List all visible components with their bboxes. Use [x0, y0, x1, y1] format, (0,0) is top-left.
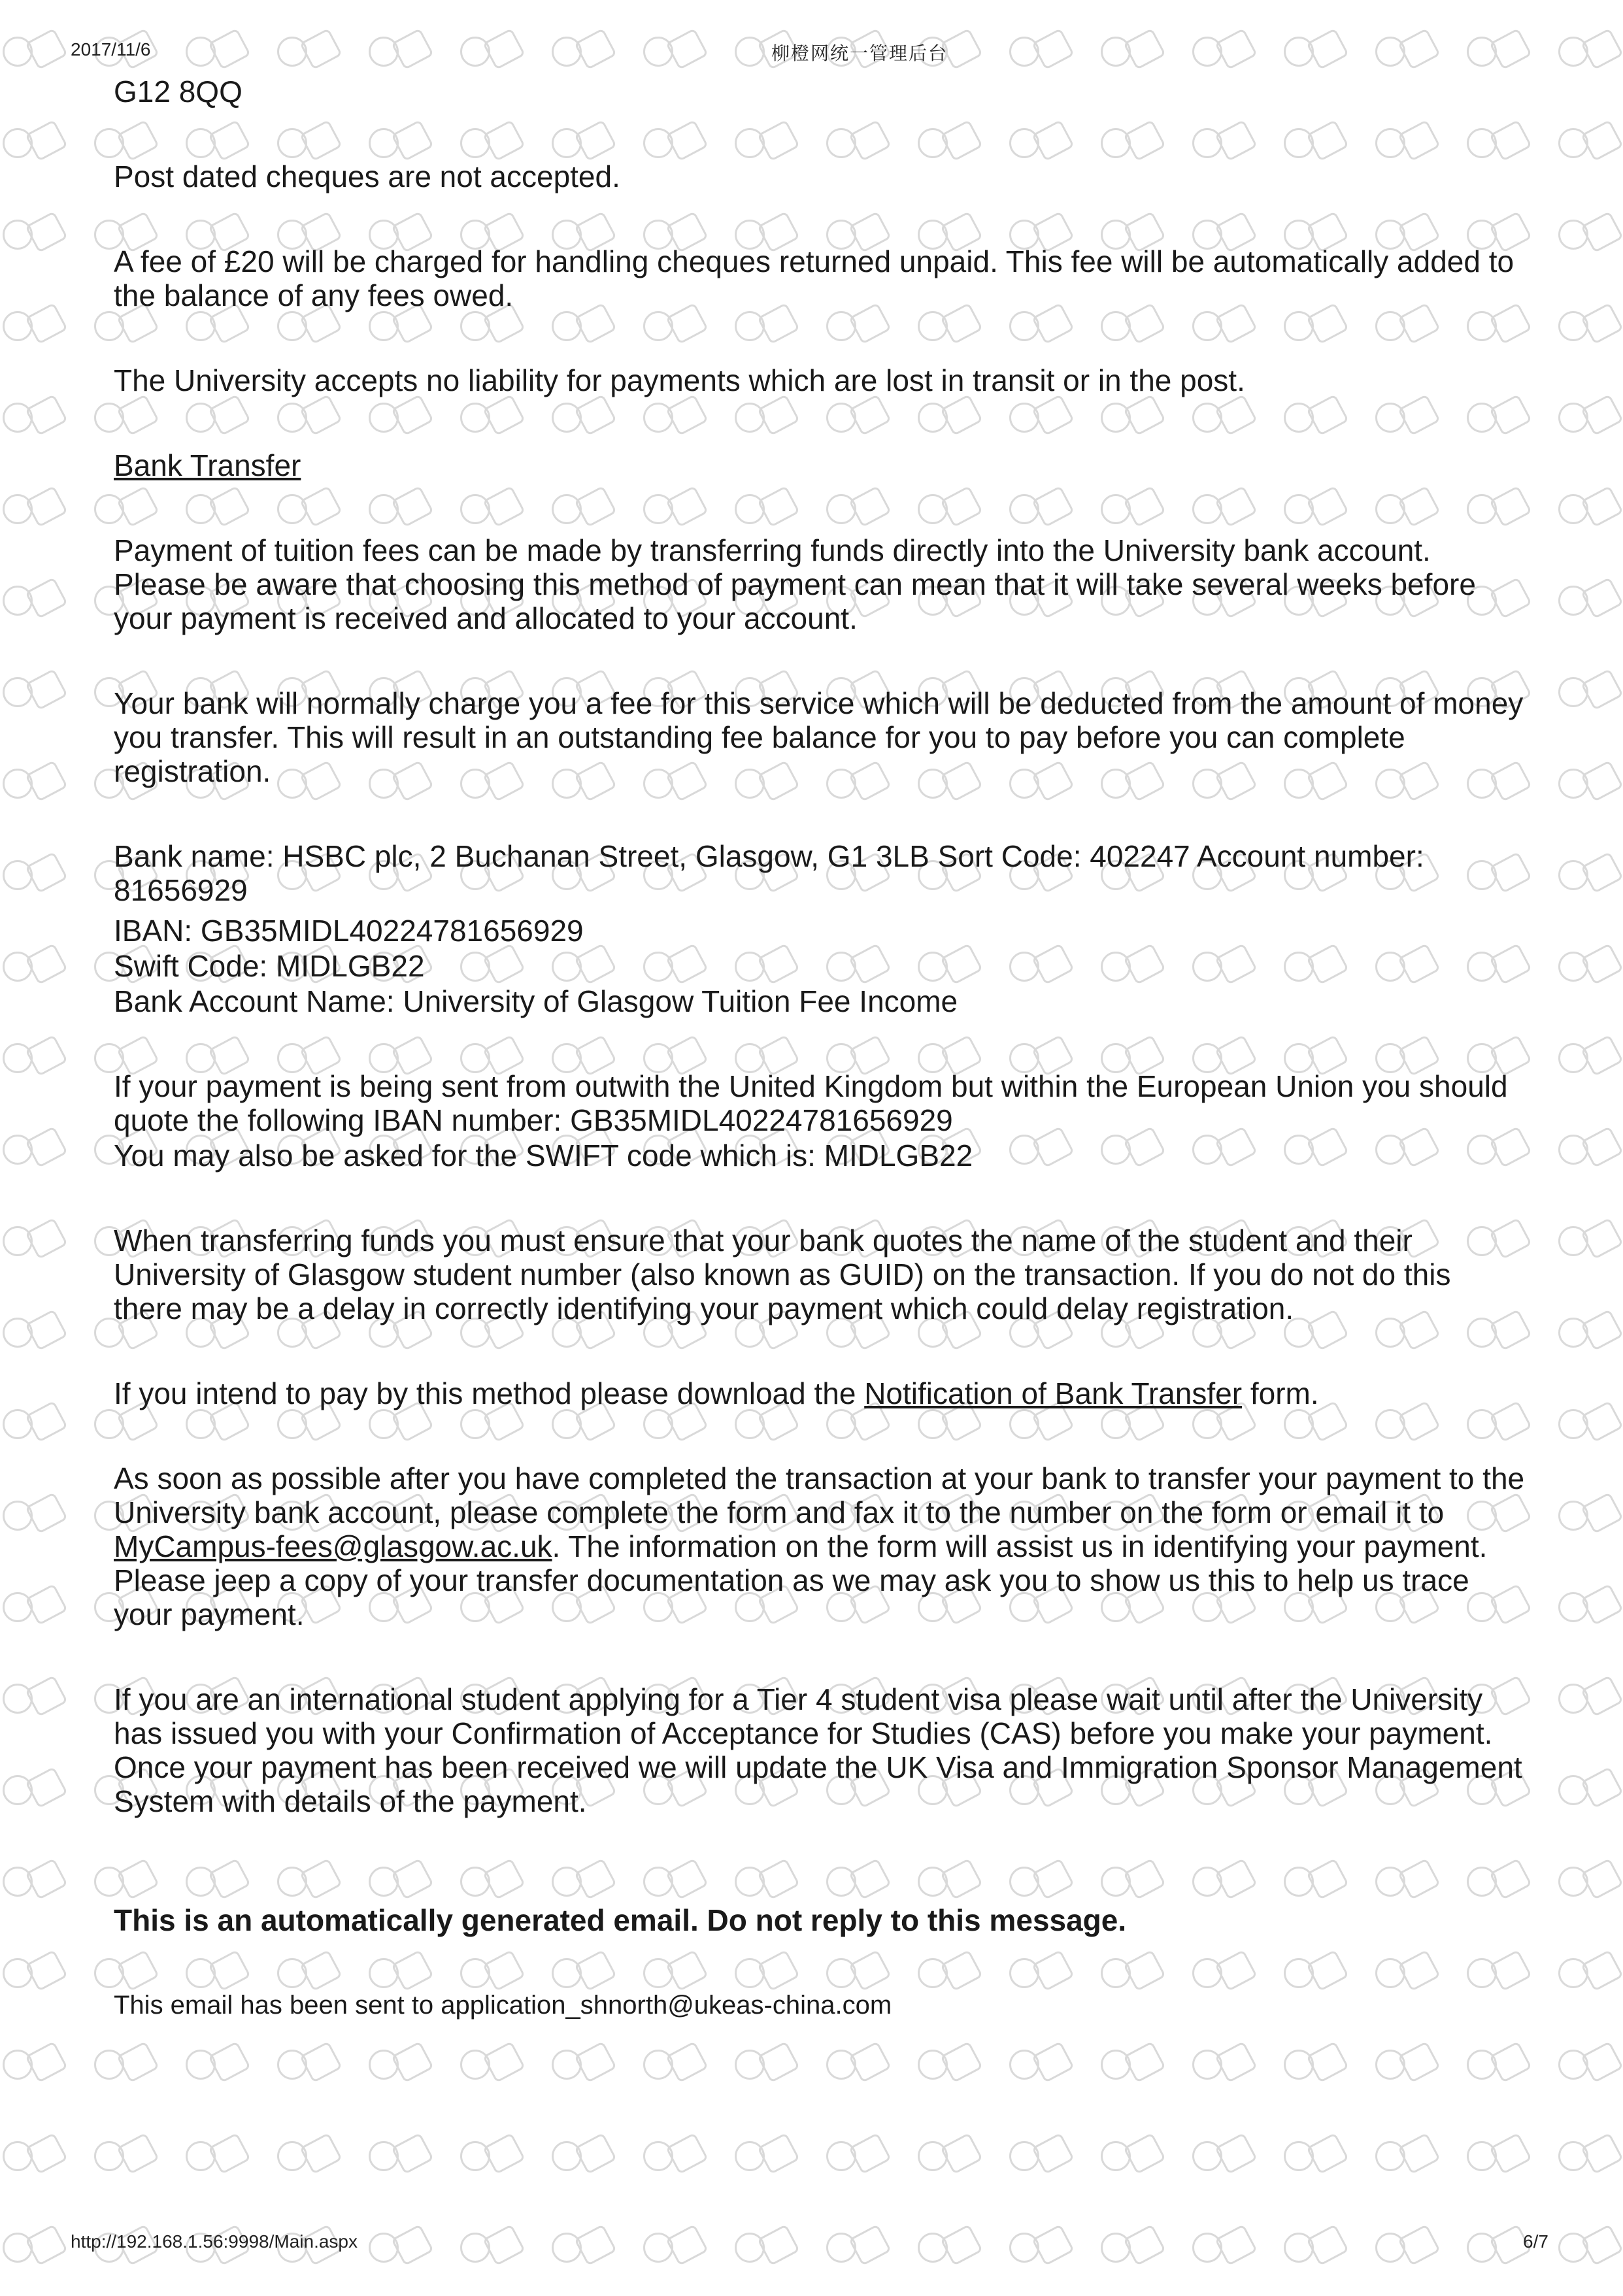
print-url: http://192.168.1.56:9998/Main.aspx — [71, 2231, 358, 2252]
watermark-logo-icon — [3, 2046, 60, 2082]
watermark-logo-icon — [1558, 1497, 1616, 1533]
watermark-logo-icon — [1101, 2229, 1158, 2265]
page-number: 6/7 — [1523, 2231, 1548, 2252]
watermark-logo-icon — [735, 2229, 792, 2265]
watermark-logo-icon — [643, 2137, 701, 2174]
watermark-logo-icon — [3, 1222, 60, 1259]
sent-to-line: This email has been sent to application_shnorth@ukeas-china.com — [114, 1991, 892, 2020]
watermark-logo-icon — [369, 33, 426, 69]
watermark-logo-icon — [1558, 765, 1616, 801]
account-name-line: Bank Account Name: University of Glasgow Tuition Fee Income — [114, 984, 958, 1018]
watermark-logo-icon — [1558, 124, 1616, 161]
asap-prefix: As soon as possible after you have completed the transaction at your bank to transfer your payment to the University bank account, please complete the form and fax it to the number on the form or email it to — [114, 1461, 1525, 1529]
watermark-logo-icon — [3, 1863, 60, 1899]
watermark-logo-icon — [3, 307, 60, 344]
liability-notice: The University accepts no liability for payments which are lost in transit or in the post. — [114, 363, 1245, 397]
watermark-logo-icon — [1192, 2137, 1250, 2174]
watermark-logo-icon — [1558, 216, 1616, 252]
watermark-logo-icon — [3, 2229, 60, 2265]
watermark-logo-icon — [1009, 33, 1067, 69]
download-prefix: If you intend to pay by this method please download the — [114, 1376, 865, 1410]
asap-suffix: . The information on the form will assist us in identifying your payment. Please jeep a copy of your transfer documentation as we may ask you to show us this to help us trace your payment. — [114, 1529, 1488, 1631]
watermark-logo-icon — [1558, 2229, 1616, 2265]
tier4-paragraph: If you are an international student applying for a Tier 4 student visa please wait until after the University has issued you with your Confirmation of Acceptance for Studies (CAS) before you make your payment. Once your payment has been received we will update the UK Visa and Immigration Sponsor Management System with details of the payment. — [114, 1682, 1522, 1818]
auto-email-notice: This is an automatically generated email. Do not reply to this message. — [114, 1903, 1127, 1937]
watermark-logo-icon — [1558, 2137, 1616, 2174]
watermark-logo-icon — [3, 124, 60, 161]
watermark-logo-icon — [3, 948, 60, 984]
watermark-logo-icon — [1009, 2229, 1067, 2265]
watermark-logo-icon — [826, 2229, 884, 2265]
watermark-logo-icon — [3, 33, 60, 69]
watermark-logo-icon — [460, 2229, 518, 2265]
watermark-logo-icon — [1558, 1771, 1616, 1808]
watermark-logo-icon — [94, 2137, 152, 2174]
watermark-logo-icon — [1558, 1680, 1616, 1716]
eu-swift-line: You may also be asked for the SWIFT code which is: MIDLGB22 — [114, 1139, 973, 1173]
watermark-logo-icon — [1558, 856, 1616, 893]
watermark-logo-icon — [918, 2137, 975, 2174]
watermark-logo-icon — [3, 399, 60, 435]
watermark-logo-icon — [1467, 2137, 1524, 2174]
watermark-logo-icon — [3, 1039, 60, 1076]
watermark-logo-icon — [826, 2137, 884, 2174]
watermark-logo-icon — [918, 2229, 975, 2265]
watermark-logo-icon — [3, 1405, 60, 1442]
watermark-logo-icon — [1558, 307, 1616, 344]
watermark-logo-icon — [1558, 1222, 1616, 1259]
watermark-logo-icon — [1192, 2229, 1250, 2265]
watermark-logo-icon — [1558, 582, 1616, 618]
watermark-logo-icon — [186, 2137, 243, 2174]
email-body — [114, 75, 1526, 2073]
returned-cheque-fee: A fee of £20 will be charged for handling cheques returned unpaid. This fee will be automatically added to the balance of any fees owed. — [114, 244, 1514, 312]
watermark-logo-icon — [1558, 399, 1616, 435]
watermark-logo-icon — [369, 2137, 426, 2174]
watermark-logo-icon — [1101, 2137, 1158, 2174]
watermark-logo-icon — [3, 1771, 60, 1808]
watermark-logo-icon — [1009, 2137, 1067, 2174]
watermark-logo-icon — [1192, 33, 1250, 69]
watermark-logo-icon — [1558, 2046, 1616, 2082]
postcode-line: G12 8QQ — [114, 75, 243, 108]
swift-line: Swift Code: MIDLGB22 — [114, 949, 425, 983]
eu-iban-paragraph: If your payment is being sent from outwith the United Kingdom but within the European Union you should quote the following IBAN number: GB35MIDL40224781656929 — [114, 1069, 1508, 1137]
watermark-logo-icon — [1558, 1405, 1616, 1442]
watermark-logo-icon — [1375, 2229, 1433, 2265]
watermark-logo-icon — [1558, 490, 1616, 527]
watermark-logo-icon — [1558, 1588, 1616, 1625]
watermark-logo-icon — [3, 1954, 60, 1991]
watermark-logo-icon — [643, 33, 701, 69]
ensure-quote-paragraph: When transferring funds you must ensure that your bank quotes the name of the student and their University of Glasgow student number (also known as GUID) on the transaction. If you do not do this there may be a delay in correctly identifying your payment which could delay registration. — [114, 1223, 1451, 1325]
watermark-logo-icon — [460, 33, 518, 69]
download-paragraph — [114, 1376, 1526, 1410]
tuition-transfer-paragraph: Payment of tuition fees can be made by transferring funds directly into the University bank account. Please be aware that choosing this method of payment can mean that it will take several weeks before your payment is received and allocated to your account. — [114, 533, 1476, 635]
watermark-logo-icon — [1558, 1039, 1616, 1076]
bank-details: Bank name: HSBC plc, 2 Buchanan Street, Glasgow, G1 3LB Sort Code: 402247 Account number: 81656929 — [114, 839, 1424, 907]
watermark-logo-icon — [1558, 1314, 1616, 1350]
watermark-logo-icon — [735, 2137, 792, 2174]
watermark-logo-icon — [186, 33, 243, 69]
watermark-logo-icon — [1284, 2137, 1341, 2174]
download-suffix: form. — [1242, 1376, 1319, 1410]
watermark-logo-icon — [3, 490, 60, 527]
watermark-logo-icon — [277, 2137, 335, 2174]
print-date: 2017/11/6 — [71, 39, 151, 59]
watermark-logo-icon — [3, 1588, 60, 1625]
bank-transfer-heading: Bank Transfer — [114, 448, 301, 482]
watermark-logo-icon — [1558, 1954, 1616, 1991]
watermark-logo-icon — [552, 33, 609, 69]
watermark-logo-icon — [3, 765, 60, 801]
asap-paragraph — [114, 1461, 1526, 1631]
watermark-logo-icon — [369, 2229, 426, 2265]
watermark-logo-icon — [1375, 2137, 1433, 2174]
watermark-logo-icon — [3, 673, 60, 710]
watermark-logo-icon — [1558, 1131, 1616, 1167]
watermark-logo-icon — [643, 2229, 701, 2265]
watermark-logo-icon — [3, 1131, 60, 1167]
watermark-logo-icon — [3, 216, 60, 252]
watermark-logo-icon — [1375, 33, 1433, 69]
watermark-logo-icon — [3, 1314, 60, 1350]
watermark-logo-icon — [1101, 33, 1158, 69]
watermark-logo-icon — [1284, 2229, 1341, 2265]
watermark-logo-icon — [3, 1497, 60, 1533]
post-dated-notice: Post dated cheques are not accepted. — [114, 159, 620, 193]
notification-bank-transfer-link[interactable]: Notification of Bank Transfer — [864, 1376, 1243, 1410]
watermark-logo-icon — [1558, 948, 1616, 984]
watermark-logo-icon — [3, 856, 60, 893]
watermark-logo-icon — [3, 582, 60, 618]
iban-line: IBAN: GB35MIDL40224781656929 — [114, 914, 584, 948]
watermark-logo-icon — [1558, 1863, 1616, 1899]
watermark-logo-icon — [3, 2137, 60, 2174]
bank-charge-paragraph: Your bank will normally charge you a fee for this service which will be deducted from the amount of money you transfer. This will result in an outstanding fee balance for you to pay before you can complete registration. — [114, 686, 1524, 788]
watermark-logo-icon — [552, 2137, 609, 2174]
print-title: 柳橙网统一管理后台 — [771, 42, 948, 64]
watermark-logo-icon — [552, 2229, 609, 2265]
fees-email-link[interactable]: MyCampus-fees@glasgow.ac.uk — [114, 1529, 552, 1563]
watermark-logo-icon — [3, 1680, 60, 1716]
watermark-logo-icon — [1558, 673, 1616, 710]
watermark-logo-icon — [277, 33, 335, 69]
watermark-logo-icon — [1467, 33, 1524, 69]
watermark-logo-icon — [460, 2137, 518, 2174]
watermark-logo-icon — [1284, 33, 1341, 69]
watermark-logo-icon — [1558, 33, 1616, 69]
watermark-logo-icon — [1467, 2229, 1524, 2265]
